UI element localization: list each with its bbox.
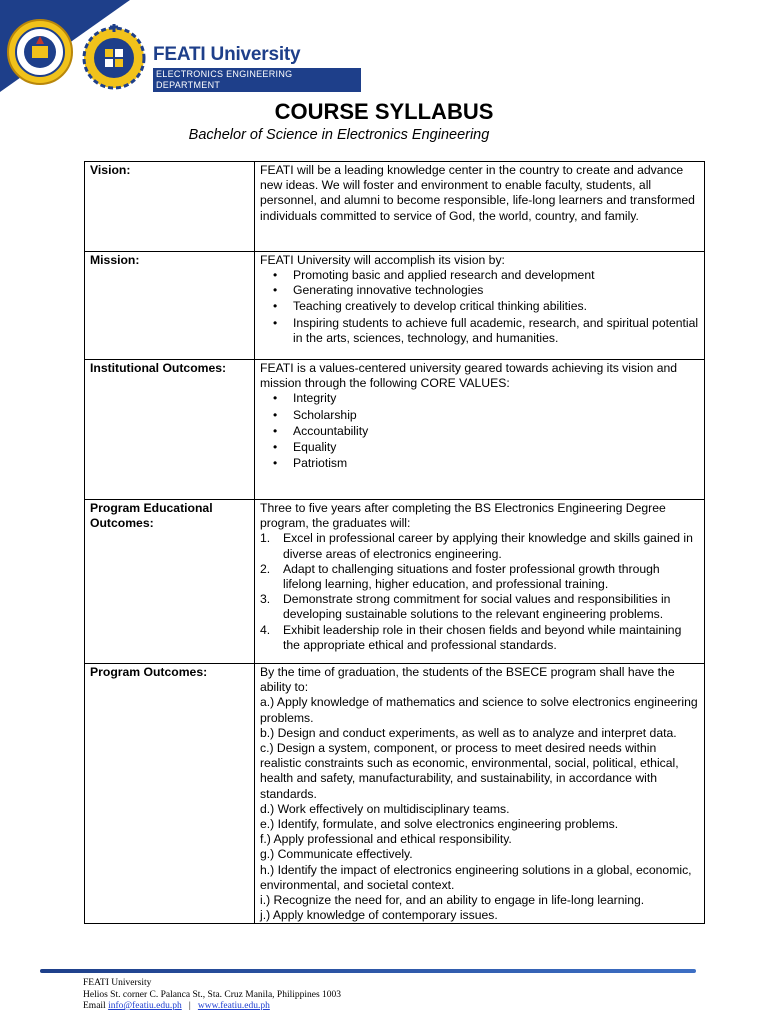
- syllabus-table: [84, 161, 705, 924]
- university-seal-icon: [6, 18, 74, 86]
- footer-contact: [83, 1001, 341, 1013]
- list-item: f.) Apply professional and ethical responsibility.: [260, 832, 512, 847]
- footer-email-label: Email: [83, 1001, 106, 1011]
- list-item: [260, 592, 700, 622]
- program-educational-outcomes-intro: Three to five years after completing the BS Electronics Engineering Degree program, the graduates will:: [260, 501, 666, 531]
- footer-separator: |: [188, 1001, 191, 1011]
- list-item: • Inspiring students to achieve full academic, research, and spiritual potential in the arts, sciences, technology, and humanities.: [260, 316, 700, 346]
- mission-label: Mission:: [85, 252, 255, 360]
- list-item: b.) Design and conduct experiments, as well as to analyze and interpret data.: [260, 725, 677, 740]
- row-program-educational-outcomes: [85, 500, 705, 664]
- list-item: a.) Apply knowledge of mathematics and science to solve electronics engineering problems.: [260, 695, 698, 725]
- department-seal-icon: [80, 22, 148, 90]
- institutional-outcomes-cell: [255, 360, 705, 500]
- mission-list: [260, 268, 700, 346]
- footer-name: FEATI University: [83, 978, 152, 988]
- brand-block: [153, 44, 361, 93]
- item-text: Exhibit leadership role in their chosen fields and beyond while maintaining the appropriate ethical and professional standards.: [283, 622, 682, 652]
- footer-address: Helios St. corner C. Palanca St., Sta. Cruz Manila, Philippines 1003: [83, 989, 342, 1000]
- list-item: • Promoting basic and applied research and development: [260, 268, 700, 283]
- item-number: 4.: [260, 622, 271, 637]
- list-item: d.) Work effectively on multidisciplinary teams.: [260, 801, 510, 816]
- item-number: 2.: [260, 561, 271, 576]
- university-name: FEATI University: [153, 44, 301, 65]
- program-outcomes-label: Program Outcomes:: [85, 664, 255, 924]
- list-item: • Patriotism: [260, 456, 700, 471]
- document-subtitle: Bachelor of Science in Electronics Engineering: [188, 127, 490, 143]
- list-item: [260, 562, 700, 592]
- footer-email-link[interactable]: info@featiu.edu.ph: [108, 1001, 182, 1011]
- program-outcomes-intro: By the time of graduation, the students of the BSECE program shall have the ability to:: [260, 665, 675, 695]
- list-item: • Accountability: [260, 424, 700, 439]
- list-item: • Generating innovative technologies: [260, 283, 700, 298]
- list-item: • Teaching creatively to develop critical thinking abilities.: [260, 299, 700, 314]
- footer-divider: [40, 969, 696, 973]
- list-item: h.) Identify the impact of electronics engineering solutions in a global, economic, environmental, and societal context.: [260, 862, 692, 892]
- program-outcomes-cell: [255, 664, 705, 924]
- program-educational-outcomes-cell: [255, 500, 705, 664]
- department-name: ELECTRONICS ENGINEERING DEPARTMENT: [153, 68, 361, 92]
- row-mission: [85, 252, 705, 360]
- item-text: Excel in professional career by applying their knowledge and skills gained in diverse areas of electronics engineering.: [283, 531, 693, 561]
- program-educational-outcomes-list: [260, 531, 700, 653]
- list-item: • Integrity: [260, 391, 700, 406]
- program-educational-outcomes-label: Program Educational Outcomes:: [85, 500, 255, 664]
- footer-website-link[interactable]: www.featiu.edu.ph: [197, 1001, 270, 1011]
- institutional-outcomes-label: Institutional Outcomes:: [85, 360, 255, 500]
- mission-intro: FEATI University will accomplish its vision by:: [260, 253, 505, 267]
- core-values-list: [260, 391, 700, 471]
- list-item: i.) Recognize the need for, and an ability to engage in life-long learning.: [260, 893, 645, 908]
- list-item: j.) Apply knowledge of contemporary issues.: [260, 908, 498, 923]
- list-item: [260, 531, 700, 561]
- mission-cell: [255, 252, 705, 360]
- item-number: 1.: [260, 531, 271, 546]
- document-title: COURSE SYLLABUS: [274, 99, 494, 124]
- list-item: c.) Design a system, component, or process to meet desired needs within realistic constraints such as economic, environmental, social, political, ethical, health and safety, manufacturability, and sustainability, in accordance with standards.: [260, 741, 679, 801]
- row-program-outcomes: [85, 664, 705, 924]
- footer: [83, 978, 341, 1013]
- vision-label: Vision:: [85, 162, 255, 252]
- list-item: [260, 623, 700, 653]
- row-institutional-outcomes: [85, 360, 705, 500]
- institutional-outcomes-intro: FEATI is a values-centered university geared towards achieving its vision and mission through the following CORE VALUES:: [260, 361, 678, 391]
- item-number: 3.: [260, 592, 271, 607]
- list-item: g.) Communicate effectively.: [260, 847, 413, 862]
- list-item: • Scholarship: [260, 408, 700, 423]
- item-text: Demonstrate strong commitment for social values and responsibilities in developing sustainable solutions to the relevant engineering problems.: [283, 592, 671, 622]
- vision-text: FEATI will be a leading knowledge center in the country to create and advance new ideas. We will foster and environment to enable faculty, students, all personnel, and alumni to become responsible, life-long learners and transformed individuals committed to service of God, the world, country, and family.: [255, 162, 705, 252]
- list-item: • Equality: [260, 440, 700, 455]
- list-item: e.) Identify, formulate, and solve electronics engineering problems.: [260, 817, 619, 832]
- row-vision: [85, 162, 705, 252]
- item-text: Adapt to challenging situations and foster professional growth through lifelong learning, higher education, and professional training.: [283, 561, 660, 592]
